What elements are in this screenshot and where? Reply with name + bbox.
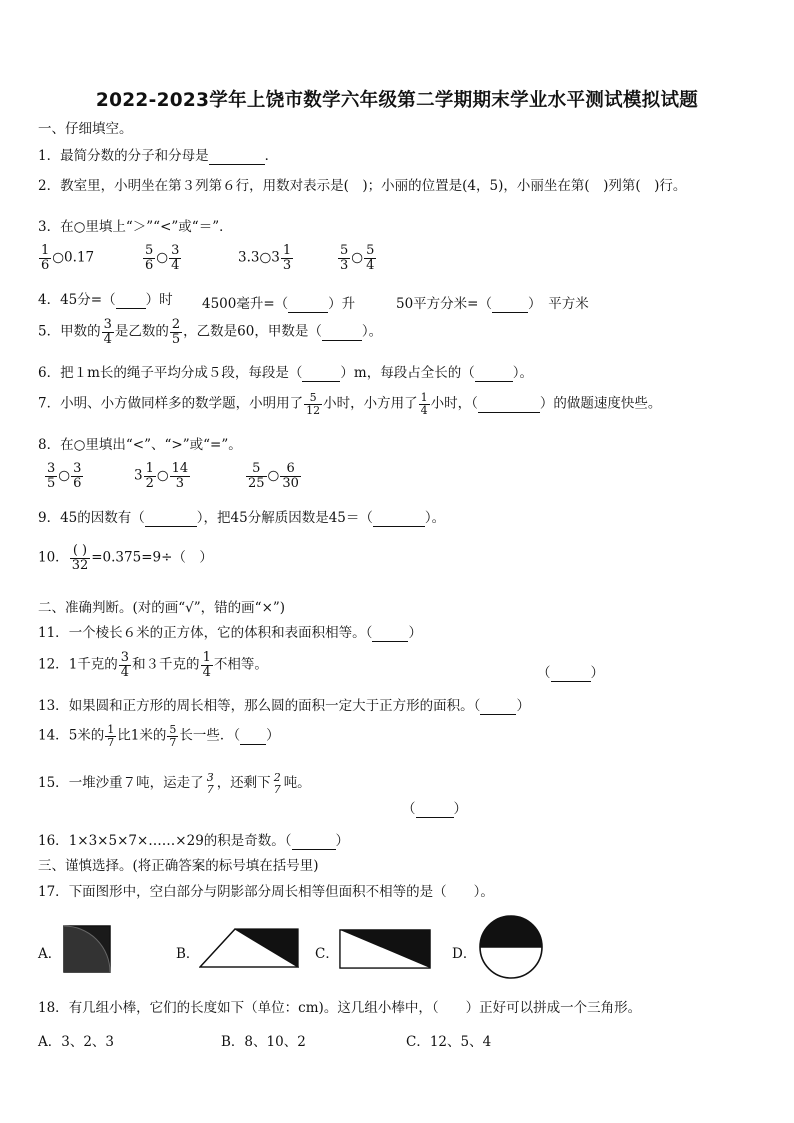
question-number: 3．: [38, 219, 61, 235]
fraction: 3 7: [206, 771, 214, 796]
question-text: ），把45分解质因数是45＝（: [196, 510, 373, 526]
question-text: 和３千克的: [132, 656, 200, 673]
question-number: 18．: [38, 1000, 69, 1016]
question-number: 13．: [38, 698, 69, 714]
question-text: ，乙数是60，甲数是（: [183, 323, 322, 340]
question-text: ）。: [424, 510, 446, 526]
question-text: 45分=（: [60, 292, 116, 308]
fraction: $\frac{2}{5}$: [171, 317, 181, 347]
option-b-label[interactable]: B．: [176, 946, 200, 962]
question-12: [38, 651, 268, 679]
question-text: 4500毫升=（: [202, 296, 289, 312]
fraction: $\frac{3}{4}$: [120, 650, 130, 680]
q3-item-c: [238, 244, 294, 272]
answer-blank[interactable]: [288, 296, 328, 313]
q15-answer[interactable]: [402, 797, 467, 818]
answer-blank[interactable]: [551, 665, 591, 682]
option-a-figure[interactable]: [63, 925, 111, 973]
fraction: $\frac{( )}{32}$: [71, 543, 89, 573]
q3-item-a: [38, 244, 94, 272]
question-9: [38, 510, 445, 527]
fraction: $\frac{1}{7}$: [107, 723, 115, 749]
question-text: 吨。: [283, 775, 311, 792]
option-a[interactable]: A．3、2、3: [38, 1034, 115, 1050]
fraction: $\frac{1}{4}$: [202, 650, 211, 680]
question-text: 有几组小棒，它们的长度如下（单位：cm)。这几组小棒中，（ ）正好可以拼成一个三角形。: [68, 1000, 642, 1016]
question-text: ）升: [328, 296, 356, 312]
question-4: [38, 292, 173, 309]
question-text: 一堆沙重７吨，运走了: [68, 775, 204, 792]
question-15: [38, 772, 311, 795]
question-10: [38, 544, 213, 572]
question-text: 1×3×5×7×……×29的积是奇数。（: [68, 833, 292, 849]
question-14: [38, 724, 280, 748]
fraction: $\frac{5}{12}$: [306, 391, 321, 417]
question-5: [38, 318, 382, 346]
answer-blank[interactable]: [116, 292, 146, 309]
compare-circle[interactable]: ○: [351, 249, 364, 266]
punct: ．: [264, 148, 279, 164]
paren: ）: [453, 801, 467, 817]
fraction: $\frac{1}{6}$: [41, 243, 50, 273]
option-d-label[interactable]: D．: [452, 946, 477, 962]
fraction: $\frac{6}{30}$: [282, 461, 299, 491]
fraction: $\frac{5}{3}$: [340, 243, 349, 273]
option-d-figure[interactable]: [476, 915, 546, 981]
question-4-part-3: [396, 292, 589, 313]
fraction: $\frac{1}{3}$: [282, 243, 292, 273]
question-4-part-2: [202, 292, 355, 313]
comparison-text: ○0.17: [52, 249, 95, 266]
question-text: ）时: [145, 292, 173, 308]
option-c-label[interactable]: C．: [315, 946, 339, 962]
question-text: 甲数的: [60, 323, 101, 340]
question-text: 45的因数有（: [60, 510, 145, 526]
fraction: $\frac{3}{4}$: [171, 243, 180, 273]
question-16: [38, 833, 349, 850]
question-number: 6．: [38, 365, 61, 381]
option-c[interactable]: C．12、5、4: [406, 1034, 492, 1050]
shaded-semicircle: [480, 916, 542, 947]
question-text: 50平方分米=（: [396, 296, 492, 312]
white-semicircle: [480, 947, 542, 978]
question-text: 是乙数的: [114, 323, 169, 340]
question-number: 5．: [38, 323, 61, 340]
question-number: 14．: [38, 727, 69, 744]
q8-item-b: [134, 462, 191, 490]
question-text: 一个棱长６米的正方体，它的体积和表面积相等。（: [68, 625, 373, 641]
fraction: $\frac{1}{4}$: [420, 391, 428, 417]
question-text: 最简分数的分子和分母是: [60, 148, 209, 164]
option-a-label[interactable]: A．: [38, 946, 62, 962]
question-1: [38, 148, 278, 165]
fraction: $\frac{5}{4}$: [366, 243, 375, 273]
fraction: 2 7: [273, 771, 281, 796]
answer-blank[interactable]: [302, 365, 340, 382]
section-3-heading: 三、谨慎选择。(将正确答案的标号填在括号里): [38, 858, 319, 874]
fraction: $\frac{5}{6}$: [145, 243, 154, 273]
question-text: 比1米的: [117, 727, 167, 744]
question-3: [38, 219, 233, 235]
answer-blank[interactable]: [209, 148, 265, 165]
fraction: $\frac{5}{25}$: [248, 461, 265, 491]
question-number: 9．: [38, 510, 61, 526]
answer-blank[interactable]: [416, 801, 454, 818]
question-number: 1．: [38, 148, 61, 164]
fraction: $\frac{5}{7}$: [169, 723, 177, 749]
question-number: 17．: [38, 884, 69, 900]
question-text: =0.375=9÷（ ）: [91, 549, 213, 566]
compare-circle[interactable]: ○: [267, 467, 280, 484]
question-number: 4．: [38, 292, 61, 308]
answer-blank[interactable]: [292, 833, 336, 850]
question-text: 下面图形中，空白部分与阴影部分周长相等但面积不相等的是（ ）。: [68, 884, 494, 900]
question-6: [38, 365, 533, 382]
compare-circle[interactable]: ○: [156, 467, 169, 484]
answer-blank[interactable]: [475, 365, 513, 382]
question-text: ）m，每段占全长的（: [340, 365, 475, 381]
section-2-heading: 二、准确判断。(对的画“√”，错的画“×”): [38, 600, 286, 616]
question-number: 7．: [38, 395, 61, 412]
question-text: 1千克的: [68, 656, 118, 673]
question-2: [38, 178, 686, 194]
option-b[interactable]: B．8、10、2: [221, 1034, 306, 1050]
question-13: [38, 698, 530, 715]
question-text: 5米的: [68, 727, 105, 744]
question-text: ）: [516, 698, 530, 714]
question-8: [38, 437, 242, 453]
q3-item-b: [142, 244, 182, 272]
question-text: 小明、小方做同样多的数学题，小明用了: [60, 395, 304, 412]
paren: ）: [590, 665, 604, 681]
question-number: 10．: [38, 549, 69, 566]
question-text: 小时，小方用了: [323, 395, 418, 412]
fraction: $\frac{1}{2}$: [145, 461, 154, 491]
question-number: 15．: [38, 775, 69, 792]
question-text: 在○里填出“<”、“>”或“=”。: [60, 437, 242, 453]
question-text: 如果圆和正方形的周长相等，那么圆的面积一定大于正方形的面积。（: [68, 698, 481, 714]
question-text: 把１m长的绳子平均分成５段，每段是（: [60, 365, 303, 381]
compare-circle[interactable]: ○: [156, 249, 169, 266]
answer-blank[interactable]: [478, 396, 540, 413]
question-text: ）: [408, 625, 422, 641]
question-text: 教室里，小明坐在第３列第６行，用数对表示是( )；小丽的位置是(4，5)，小丽坐在第( )列第( )行。: [60, 178, 687, 194]
question-7: [38, 392, 661, 416]
compare-circle[interactable]: ○: [58, 467, 71, 484]
question-text: 不相等。: [213, 656, 268, 673]
answer-blank[interactable]: [373, 510, 425, 527]
question-text: ）的做题速度快些。: [539, 395, 662, 412]
q3-item-d: [337, 244, 377, 272]
fraction: $\frac{3}{4}$: [103, 317, 112, 347]
question-number: 16．: [38, 833, 69, 849]
option-b-figure[interactable]: [199, 928, 299, 968]
question-text: 在○里填上“＞”“<”或“＝”．: [60, 219, 233, 235]
question-17: [38, 884, 494, 900]
question-number: 8．: [38, 437, 61, 453]
question-number: 12．: [38, 656, 69, 673]
comparison-text: 3.3○3: [238, 249, 280, 266]
fraction: $\frac{14}{3}$: [171, 461, 189, 491]
question-text: 小时，（: [430, 395, 478, 412]
question-text: ）。: [512, 365, 533, 381]
option-c-figure[interactable]: [339, 929, 431, 969]
question-18: [38, 1000, 641, 1016]
question-text: ，还剩下: [216, 775, 271, 792]
q8-item-c: [245, 462, 302, 490]
question-text: ） 平方米: [528, 296, 589, 312]
answer-blank[interactable]: [480, 698, 516, 715]
answer-blank[interactable]: [322, 324, 362, 341]
section-1-heading: 一、仔细填空。: [38, 121, 133, 137]
q12-answer[interactable]: [537, 661, 604, 682]
question-text: ）。: [361, 323, 383, 340]
answer-blank[interactable]: [145, 510, 197, 527]
question-11: [38, 625, 422, 642]
answer-blank[interactable]: [372, 625, 408, 642]
fraction: $\frac{3}{6}$: [73, 461, 82, 491]
question-number: 11．: [38, 625, 69, 641]
question-text: ）: [335, 833, 350, 849]
fraction: $\frac{3}{5}$: [47, 461, 56, 491]
paren: （: [537, 665, 551, 681]
page-title: 2022-2023学年上饶市数学六年级第二学期期末学业水平测试模拟试题: [95, 90, 699, 111]
paren: （: [402, 801, 416, 817]
question-number: 2．: [38, 178, 61, 194]
question-text: ）: [266, 727, 280, 744]
whole-number: 3: [134, 467, 143, 484]
q8-item-a: [44, 462, 84, 490]
answer-blank[interactable]: [240, 728, 266, 745]
answer-blank[interactable]: [492, 296, 528, 313]
question-text: 长一些．（: [179, 727, 241, 744]
